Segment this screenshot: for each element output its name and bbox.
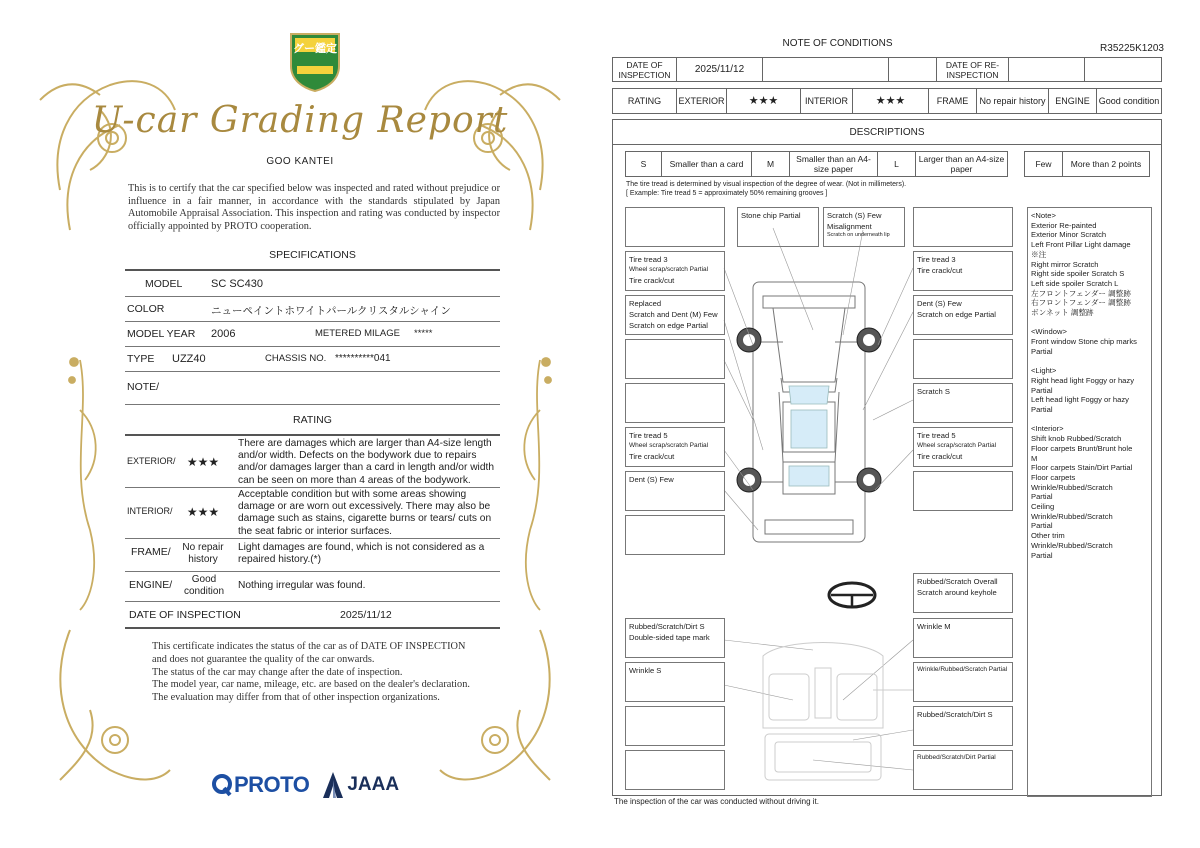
size-m-desc: Smaller than an A4-size paper [790, 152, 878, 176]
box-text: Wheel scrap/scratch Partial [629, 266, 709, 273]
size-s: S [626, 152, 662, 176]
note-line [1031, 318, 1148, 328]
certificate-footer [152, 641, 482, 705]
box-text: Wrinkle/Rubbed/Scratch Partial [917, 666, 1008, 673]
interior-box-left-2 [625, 662, 725, 702]
date-label: DATE OF INSPECTION [613, 58, 677, 81]
ornament-bottom-left [40, 620, 170, 790]
exterior-label: EXTERIOR/ [127, 456, 176, 466]
note-line: <Note> [1031, 211, 1056, 220]
model-year-label: MODEL YEAR [127, 328, 196, 340]
frame-value: No repair history [182, 542, 224, 565]
badge-text: グー鑑定 [293, 43, 337, 55]
certificate-intro: This is to certify that the car specified below was inspected and rated without prejudice or influence in a fair manner, in accordance with the standards stipulated by Japan Automobile Appraisal Association. This inspection and rating was conducted by inspector officially appointed by PROTO cooperation. [128, 183, 500, 232]
milage-label: METERED MILAGE [315, 328, 400, 339]
interior-description: Acceptable condition but with some areas showing damage or are worn out excessively. There may also be damage such as stains, cigarette burns or tears/ cuts on the seat fabric or interior surfaces. [238, 489, 492, 537]
box-text: Wheel scrap/scratch Partial [917, 442, 997, 449]
type-label: TYPE [127, 353, 155, 365]
descriptions-panel [612, 119, 1162, 796]
inspection-date-value: 2025/11/12 [340, 609, 392, 621]
jaaa-logo [323, 772, 399, 798]
note-line: 右フロントフェンダー 調整跡 [1031, 298, 1131, 308]
notes-panel [1027, 207, 1152, 797]
box-text: Scratch on edge Partial [629, 321, 708, 330]
note-line: Shift knob Rubbed/Scratch [1031, 434, 1122, 444]
note-line [1031, 415, 1148, 425]
box-text: Rubbed/Scratch/Dirt Partial [917, 754, 996, 761]
note-line [1031, 357, 1148, 367]
rating-row [612, 88, 1162, 114]
divider [125, 601, 500, 602]
jaaa-text: JAAA [347, 774, 400, 795]
divider [125, 296, 500, 297]
exterior-box-empty [625, 383, 725, 423]
note-line: Floor carpets Brunt/Brunt hole [1031, 443, 1133, 453]
proto-logo [212, 772, 309, 798]
exterior-rating-row [125, 438, 500, 486]
footer-line: The model year, car name, mileage, etc. are based on the dealer's declaration. [152, 679, 470, 691]
chassis-value: **********041 [335, 353, 391, 364]
ornament-left-side [60, 350, 120, 610]
note-line: Left head light Foggy or hazy [1031, 395, 1129, 405]
interior-box-right-1 [913, 618, 1013, 658]
footer-line: The status of the car may change after the date of inspection. [152, 666, 403, 678]
box-text: Replaced [629, 299, 662, 308]
note-line: Wrinkle/Rubbed/Scratch [1031, 511, 1113, 521]
box-text: Tire tread 5 [629, 431, 668, 440]
interior-box-empty [625, 750, 725, 790]
exterior-box-right-3 [913, 295, 1013, 335]
box-text: Tire crack/cut [629, 276, 675, 285]
box-text: Wrinkle M [917, 622, 951, 631]
box-text: Scratch (S) Few [827, 211, 882, 220]
model-year-value: 2006 [211, 328, 236, 340]
note-line: Front window Stone chip marks [1031, 337, 1137, 347]
interior-rating-row [125, 489, 500, 537]
exterior-box-left-7 [625, 471, 725, 511]
note-line: Left Front Pillar Light damage [1031, 240, 1131, 250]
box-text: Wheel scrap/scratch Partial [629, 442, 709, 449]
box-text: Scratch on edge Partial [917, 310, 996, 319]
note-of-conditions-sheet [600, 0, 1200, 848]
tire-note-line: The tire tread is determined by visual inspection of the degree of wear. (Not in millimeters). [626, 181, 907, 188]
exterior-box-empty [625, 339, 725, 379]
note-label: NOTE/ [127, 381, 160, 393]
divider [125, 538, 500, 539]
note-line: Other trim [1031, 531, 1065, 541]
engine-rating-row [125, 574, 500, 602]
specifications-heading: SPECIFICATIONS [269, 249, 356, 261]
note-line: Wrinkle/Rubbed/Scratch [1031, 540, 1113, 550]
size-l-desc: Larger than an A4-size paper [918, 154, 1005, 174]
model-value: SC SC430 [211, 278, 263, 290]
exterior-box-empty [625, 515, 725, 555]
interior-box-wheel [913, 573, 1013, 613]
frame-value: No repair history [977, 89, 1049, 113]
note-line: Floor carpets [1031, 472, 1076, 482]
divider [125, 269, 500, 271]
exterior-stars: ★★★ [186, 455, 220, 469]
reinspection-value [1009, 58, 1085, 81]
logo-strip [212, 768, 399, 802]
milage-value: ***** [414, 328, 433, 339]
descriptions-heading: DESCRIPTIONS [613, 120, 1161, 145]
note-line: ボンネット 調整跡 [1031, 308, 1094, 318]
inspection-date-label: DATE OF INSPECTION [129, 609, 241, 621]
date-spacer [1085, 58, 1161, 81]
note-line: Wrinkle/Rubbed/Scratch [1031, 482, 1113, 492]
box-text: Stone chip Partial [741, 211, 801, 220]
jaaa-mark-icon [323, 772, 343, 798]
divider [125, 371, 500, 372]
note-line: ※注 [1031, 249, 1047, 259]
exterior-box-top-2 [823, 207, 905, 247]
engine-label: ENGINE [1049, 89, 1097, 113]
chassis-label: CHASSIS NO. [265, 353, 327, 364]
note-line: Partial [1031, 550, 1053, 560]
note-line: Right mirror Scratch [1031, 259, 1099, 269]
note-line: Partial [1031, 385, 1053, 395]
color-label: COLOR [127, 303, 165, 315]
engine-value: Good condition [1098, 96, 1160, 106]
date-spacer [889, 58, 937, 81]
certificate-subtitle: GOO KANTEI [266, 156, 334, 167]
interior-diagram [753, 638, 893, 786]
interior-label: INTERIOR [801, 89, 853, 113]
date-row [612, 57, 1162, 82]
steering-wheel-icon [827, 580, 877, 610]
engine-value: Good condition [183, 574, 225, 597]
note-line: Partial [1031, 346, 1053, 356]
frame-description: Light damages are found, which is not considered as a repaired history.(*) [238, 542, 485, 566]
interior-label: INTERIOR/ [127, 506, 173, 516]
frame-label: FRAME [929, 89, 977, 113]
divider [125, 571, 500, 572]
note-line: Floor carpets Stain/Dirt Partial [1031, 463, 1133, 473]
box-text: Dent (S) Few [917, 299, 962, 308]
date-spacer [763, 58, 889, 81]
note-line: Right side spoiler Scratch S [1031, 269, 1125, 279]
size-s-desc: Smaller than a card [662, 152, 752, 176]
note-line: <Window> [1031, 327, 1067, 337]
type-value: UZZ40 [172, 353, 206, 365]
exterior-box-left-6 [625, 427, 725, 467]
box-text: Tire tread 3 [629, 255, 668, 264]
divider [125, 434, 500, 436]
footer-line: This certificate indicates the status of the car as of DATE OF INSPECTION and does not guarantee the quality of the car onwards. [152, 641, 466, 665]
certificate-title: U-car Grading Report [91, 100, 509, 141]
divider [125, 404, 500, 405]
note-line: <Interior> [1031, 424, 1064, 434]
interior-stars: ★★★ [186, 505, 220, 519]
divider [125, 627, 500, 629]
note-line: Partial [1031, 492, 1053, 502]
box-text: Tire crack/cut [917, 452, 963, 461]
date-value: 2025/11/12 [677, 58, 763, 81]
box-text: Scratch S [917, 387, 950, 396]
note-line: 左フロントフェンダー 調整跡 [1031, 288, 1131, 298]
exterior-stars: ★★★ [727, 89, 801, 113]
exterior-box-left-3 [625, 295, 725, 335]
box-text: Rubbed/Scratch/Dirt S [629, 622, 705, 631]
box-text: Scratch around keyhole [917, 588, 997, 597]
size-few-desc: More than 2 points [1070, 159, 1142, 169]
color-value: ニューペイントホワイトパールクリスタルシャイン [211, 305, 451, 317]
engine-description: Nothing irregular was found. [238, 580, 366, 591]
tire-note-line: [ Example: Tire tread 5 = approximately 50% remaining grooves ] [626, 190, 828, 197]
frame-rating-row [125, 542, 500, 570]
divider [125, 321, 500, 322]
note-line: Ceiling [1031, 502, 1055, 512]
sheet-code: R35225K1203 [1100, 43, 1164, 54]
engine-label: ENGINE/ [129, 579, 173, 591]
note-line: Left side spoiler Scratch L [1031, 278, 1119, 288]
interior-box-right-4 [913, 750, 1013, 790]
reinspection-label: DATE OF RE-INSPECTION [937, 58, 1009, 81]
interior-box-left-1 [625, 618, 725, 658]
rating-label: RATING [613, 89, 677, 113]
exterior-box-empty [913, 207, 1013, 247]
exterior-box-right-6 [913, 427, 1013, 467]
proto-text: PROTO [234, 772, 310, 797]
box-text: Dent (S) Few [629, 475, 674, 484]
note-line: Partial [1031, 405, 1053, 415]
box-text: Rubbed/Scratch/Dirt S [917, 710, 993, 719]
exterior-description: There are damages which are larger than A4-size length and/or width. Defects on the bodywork due to repairs and/or damages larger than a card in length and/or width can be seen on more than 4 areas of the bodywork. [238, 438, 494, 486]
sheet-footer: The inspection of the car was conducted without driving it. [614, 797, 819, 806]
size-few: Few [1025, 152, 1063, 176]
interior-stars: ★★★ [853, 89, 929, 113]
divider [125, 346, 500, 347]
interior-box-right-2 [913, 662, 1013, 702]
divider [125, 487, 500, 488]
note-line: Right head light Foggy or hazy [1031, 375, 1134, 385]
footer-line: The evaluation may differ from that of other inspection organizations. [152, 692, 440, 704]
exterior-box-left-2 [625, 251, 725, 291]
box-text: Tire tread 5 [917, 431, 956, 440]
exterior-box-empty [625, 207, 725, 247]
box-text: Double-sided tape mark [629, 633, 710, 642]
sheet-title: NOTE OF CONDITIONS [782, 38, 893, 49]
interior-box-right-3 [913, 706, 1013, 746]
size-m: M [752, 152, 790, 176]
exterior-box-right-2 [913, 251, 1013, 291]
box-text: Tire crack/cut [917, 266, 963, 275]
box-text: Tire tread 3 [917, 255, 956, 264]
exterior-label: EXTERIOR [677, 89, 727, 113]
note-line: Partial [1031, 521, 1053, 531]
frame-label: FRAME/ [131, 546, 171, 558]
exterior-box-empty [913, 339, 1013, 379]
box-text: Misalignment [827, 222, 872, 231]
box-text: Scratch and Dent (M) Few [629, 310, 718, 319]
rating-heading: RATING [293, 414, 332, 426]
exterior-box-empty [913, 471, 1013, 511]
note-line: Exterior Minor Scratch [1031, 230, 1107, 240]
note-line: M [1031, 453, 1038, 463]
note-line: <Light> [1031, 366, 1057, 376]
size-l: L [878, 152, 916, 176]
ornament-right-side [500, 350, 560, 610]
exterior-box-right-5 [913, 383, 1013, 423]
note-line: Exterior Re-painted [1031, 220, 1097, 230]
box-text: Wrinkle S [629, 666, 662, 675]
box-text: Rubbed/Scratch Overall [917, 577, 998, 586]
proto-mark-icon [212, 774, 232, 796]
interior-box-empty [625, 706, 725, 746]
box-text: Tire crack/cut [629, 452, 675, 461]
exterior-box-top-1 [737, 207, 819, 247]
box-text: Scratch on underneath lip [827, 232, 890, 238]
model-label: MODEL [145, 278, 183, 290]
